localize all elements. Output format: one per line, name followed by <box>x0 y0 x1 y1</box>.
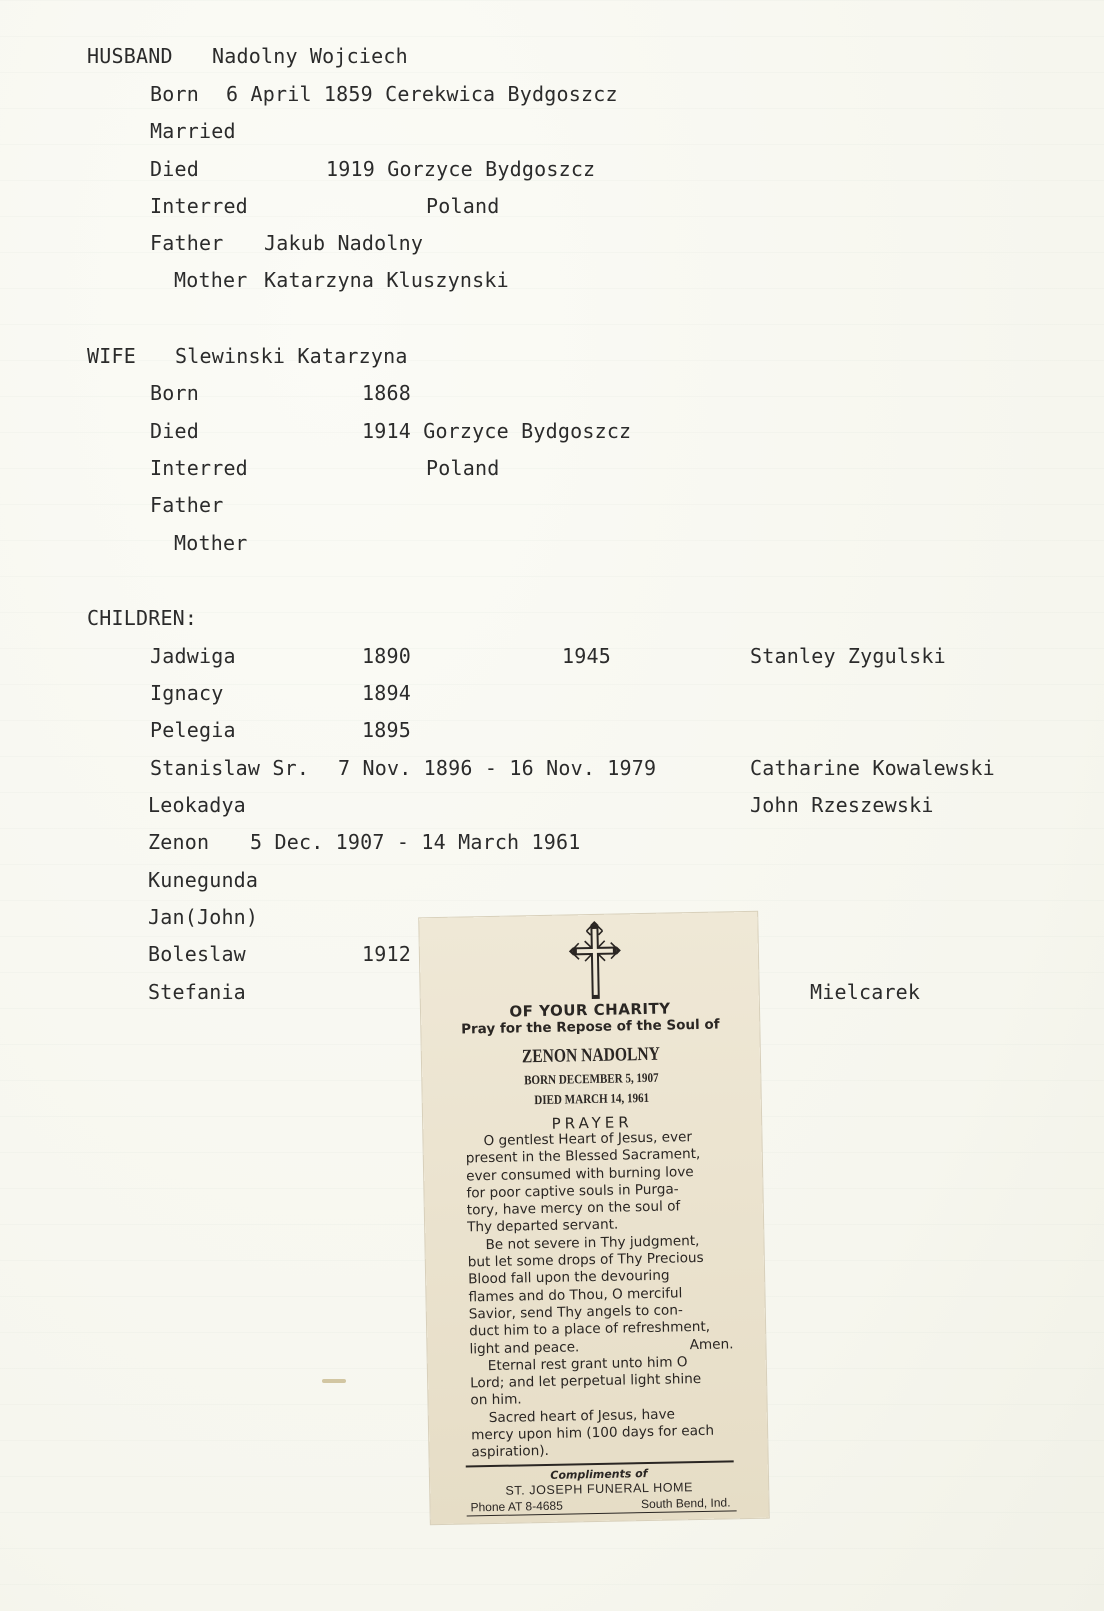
wife-died-label: Died <box>150 419 199 443</box>
prayer-line: Be not severe in Thy judgment, <box>485 1232 700 1253</box>
cross-icon <box>564 920 626 1001</box>
child-name: Leokadya <box>148 793 246 817</box>
prayer-line: Blood fall upon the devouring <box>468 1267 670 1288</box>
prayer-line: tory, have mercy on the soul of <box>466 1198 681 1219</box>
prayer-line: mercy upon him (100 days for each <box>470 1422 715 1444</box>
card-compliments: Compliments of <box>550 1467 648 1482</box>
child-born: 1912 <box>362 942 411 966</box>
child-name: Boleslaw <box>148 942 246 966</box>
husband-interred-value: Poland <box>426 194 500 218</box>
child-name: Kunegunda <box>148 868 259 892</box>
child-spouse: John Rzeszewski <box>750 793 934 817</box>
children-label: CHILDREN: <box>87 606 198 630</box>
prayer-line: present in the Blessed Sacrament, <box>465 1146 701 1167</box>
prayer-line: but let some drops of Thy Precious <box>467 1249 704 1271</box>
child-dates: 7 Nov. 1896 - 16 Nov. 1979 <box>338 756 657 780</box>
child-born: 1895 <box>362 718 411 742</box>
card-prayer-text <box>465 1128 735 1462</box>
husband-mother-value: Katarzyna Kluszynski <box>264 268 509 292</box>
husband-married-label: Married <box>150 119 236 143</box>
husband-father-value: Jakub Nadolny <box>264 231 424 255</box>
child-name: Stanislaw Sr. <box>150 756 310 780</box>
child-died: 1945 <box>562 644 611 668</box>
card-prayer-heading: PRAYER <box>551 1113 633 1133</box>
wife-born-value: 1868 <box>362 381 411 405</box>
paper-smudge <box>322 1379 346 1383</box>
husband-died-value: 1919 Gorzyce Bydgoszcz <box>326 157 596 181</box>
child-spouse: Mielcarek <box>810 980 921 1004</box>
prayer-line: Lord; and let perpetual light shine <box>470 1371 702 1392</box>
child-name: Ignacy <box>150 681 224 705</box>
prayer-line: Eternal rest grant unto him O <box>487 1354 688 1374</box>
wife-born-label: Born <box>150 381 199 405</box>
card-pray-line: Pray for the Repose of the Soul of <box>461 1016 720 1038</box>
prayer-line: Sacred heart of Jesus, have <box>488 1406 676 1426</box>
prayer-line: ever consumed with burning love <box>466 1163 694 1185</box>
child-born: 1894 <box>362 681 411 705</box>
wife-died-value: 1914 Gorzyce Bydgoszcz <box>362 419 632 443</box>
husband-born-value: 6 April 1859 Cerekwica Bydgoszcz <box>226 82 618 106</box>
card-funeral-home: ST. JOSEPH FUNERAL HOME <box>505 1480 694 1498</box>
wife-father-label: Father <box>150 493 224 517</box>
wife-mother-label: Mother <box>174 531 248 555</box>
prayer-line: for poor captive souls in Purga- <box>466 1181 679 1202</box>
card-deceased-name: ZENON NADOLNY <box>521 1043 661 1068</box>
prayer-line-amen: Amen. <box>689 1335 734 1353</box>
prayer-line: flames and do Thou, O merciful <box>468 1284 683 1306</box>
husband-died-label: Died <box>150 157 199 181</box>
wife-name: Slewinski Katarzyna <box>175 344 408 368</box>
child-name: Jan(John) <box>148 905 259 929</box>
wife-interred-label: Interred <box>150 456 248 480</box>
husband-born-label: Born <box>150 82 199 106</box>
card-charity-heading: OF YOUR CHARITY <box>509 999 671 1021</box>
prayer-line: Savior, send Thy angels to con- <box>468 1302 683 1323</box>
prayer-line: duct him to a place of refreshment, <box>469 1319 711 1340</box>
card-died-date: DIED MARCH 14, 1961 <box>534 1089 650 1108</box>
prayer-line: light and peace. <box>469 1338 580 1357</box>
prayer-line: on him. <box>470 1391 522 1409</box>
prayer-line: aspiration). <box>471 1443 550 1461</box>
wife-interred-value: Poland <box>426 456 500 480</box>
child-name: Jadwiga <box>150 644 236 668</box>
wife-label: WIFE <box>87 344 136 368</box>
prayer-line: Thy departed servant. <box>467 1217 619 1236</box>
child-spouse: Catharine Kowalewski <box>750 756 995 780</box>
child-name: Zenon <box>148 830 210 854</box>
child-born: 1890 <box>362 644 411 668</box>
husband-father-label: Father <box>150 231 224 255</box>
child-dates: 5 Dec. 1907 - 14 March 1961 <box>250 830 581 854</box>
card-born-date: BORN DECEMBER 5, 1907 <box>523 1069 659 1088</box>
prayer-line: O gentlest Heart of Jesus, ever <box>483 1129 693 1150</box>
card-city: South Bend, Ind. <box>640 1495 731 1512</box>
husband-label: HUSBAND <box>87 44 173 68</box>
child-spouse: Stanley Zygulski <box>750 644 946 668</box>
husband-interred-label: Interred <box>150 194 248 218</box>
child-name: Pelegia <box>150 718 236 742</box>
card-phone: Phone AT 8-4685 <box>470 1498 563 1515</box>
husband-name: Nadolny Wojciech <box>212 44 408 68</box>
child-name: Stefania <box>148 980 246 1004</box>
memorial-prayer-card <box>419 912 769 1524</box>
husband-mother-label: Mother <box>174 268 248 292</box>
